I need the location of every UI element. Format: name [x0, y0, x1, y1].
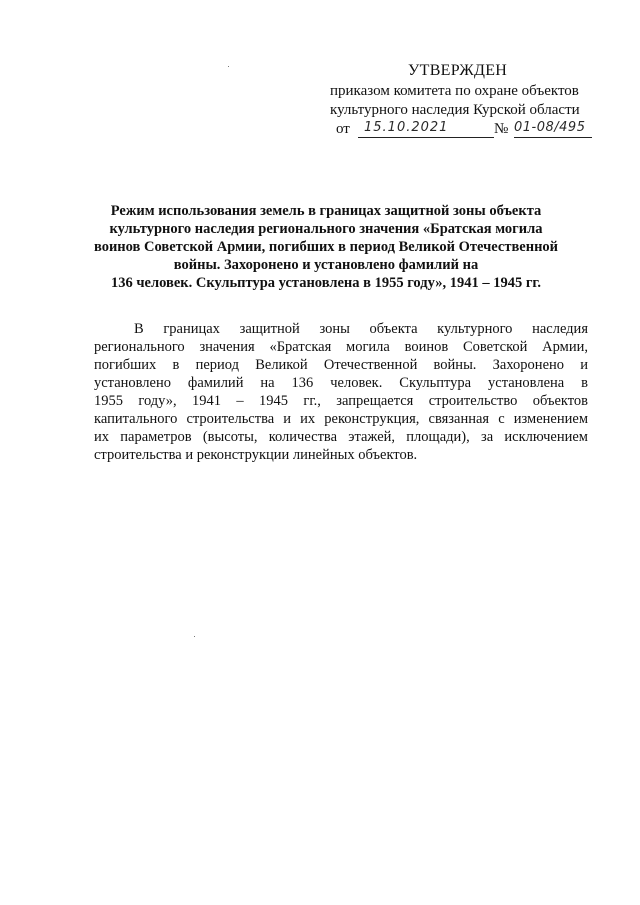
document-title [80, 202, 572, 292]
approval-heading: УТВЕРЖДЕН [408, 62, 508, 79]
body-line: 1955 году», 1941 – 1945 гг., запрещается строительство объектов [94, 393, 588, 409]
scan-speck [194, 636, 195, 637]
approval-line-2: культурного наследия Курской области [330, 102, 580, 118]
approval-date-row [336, 121, 598, 141]
scan-speck [228, 66, 229, 67]
approval-line-1: приказом комитета по охране объектов [330, 83, 579, 99]
number-label: № [494, 121, 509, 137]
body-line: погибших в период Великой Отечественной войны. Захоронено и [94, 357, 588, 373]
body-line: капитального строительства и их реконструкция, связанная с изменением [94, 411, 588, 427]
title-line: культурного наследия регионального значения «Братская могила [109, 221, 543, 237]
handwritten-number: 01-08/495 [514, 120, 592, 138]
body-line: строительства и реконструкции линейных объектов. [94, 447, 418, 463]
body-line: установлено фамилий на 136 человек. Скульптура установлена в [94, 375, 588, 391]
body-line: их параметров (высоты, количества этажей, площади), за исключением [94, 429, 588, 445]
title-line: войны. Захоронено и установлено фамилий на [173, 257, 479, 273]
body-paragraph [94, 320, 588, 464]
handwritten-date: 15.10.2021 [358, 120, 494, 138]
body-line: В границах защитной зоны объекта культурного наследия [134, 321, 588, 337]
body-line: регионального значения «Братская могила воинов Советской Армии, [94, 339, 588, 355]
title-line: 136 человек. Скульптура установлена в 1955 году», 1941 – 1945 гг. [110, 275, 541, 291]
title-line: воинов Советской Армии, погибших в период Великой Отечественной [93, 239, 559, 255]
title-line: Режим использования земель в границах защитной зоны объекта [110, 203, 542, 219]
date-label: от [336, 121, 350, 137]
